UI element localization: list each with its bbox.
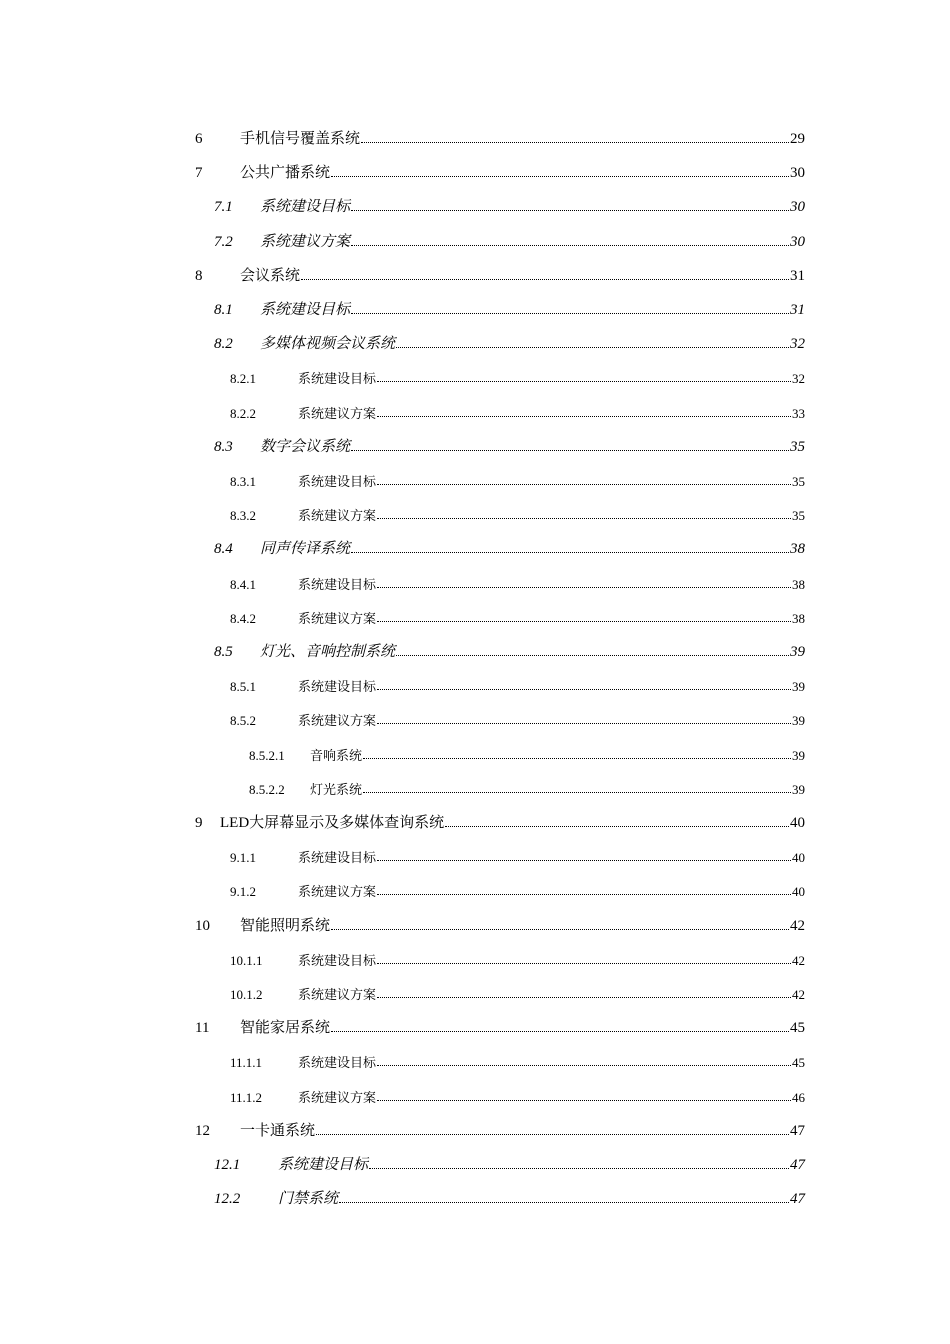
toc-entry[interactable] (230, 1047, 805, 1071)
toc-entry-number: 12 (195, 1122, 210, 1139)
toc-dot-leader (377, 381, 791, 382)
toc-entry-number: 8.2.1 (230, 371, 256, 387)
toc-entry-title: 会议系统 (240, 267, 301, 284)
toc-entry[interactable] (195, 261, 805, 285)
toc-dot-leader (377, 1100, 791, 1101)
toc-dot-leader (396, 347, 789, 348)
toc-entry-title: 音响系统 (310, 747, 363, 763)
toc-dot-leader (351, 313, 789, 314)
toc-entry-page-number: 32 (792, 371, 805, 387)
toc-entry-number: 8.2.2 (230, 405, 256, 421)
toc-entry-number: 8.5.1 (230, 679, 256, 695)
toc-entry-number: 9.1.2 (230, 884, 256, 900)
toc-entry[interactable] (195, 124, 805, 148)
toc-entry[interactable] (214, 1150, 805, 1174)
toc-dot-leader (301, 279, 789, 280)
toc-dot-leader (396, 655, 789, 656)
toc-entry[interactable] (230, 398, 805, 422)
toc-entry-page-number: 42 (792, 987, 805, 1002)
toc-entry[interactable] (249, 740, 805, 764)
toc-dot-leader (377, 894, 791, 895)
toc-entry-number: 8.5.2.1 (249, 747, 285, 763)
toc-dot-leader (377, 416, 791, 417)
toc-dot-leader (377, 997, 791, 998)
toc-dot-leader (377, 518, 791, 519)
toc-entry-title: 系统建设目标 (298, 1055, 377, 1071)
toc-entry-page-number: 45 (790, 1020, 805, 1037)
toc-entry[interactable] (214, 329, 805, 353)
toc-entry-page-number: 40 (790, 815, 805, 831)
toc-entry-title: 手机信号覆盖系统 (240, 131, 361, 147)
toc-entry-page-number: 45 (792, 1055, 805, 1071)
toc-entry[interactable] (230, 842, 805, 866)
toc-entry-title: 系统建议方案 (298, 713, 377, 729)
toc-dot-leader (351, 552, 789, 553)
toc-entry-title: 灯光系统 (310, 781, 363, 797)
toc-dot-leader (351, 450, 789, 451)
toc-entry-title: 系统建设目标 (298, 679, 377, 695)
toc-entry-page-number: 39 (792, 679, 805, 695)
toc-entry-number: 10 (195, 917, 210, 934)
toc-entry[interactable] (195, 158, 805, 182)
toc-entry-title: 系统建设目标 (298, 371, 377, 387)
toc-entry-title: 系统建设目标 (298, 850, 377, 866)
toc-entry-page-number: 38 (792, 610, 805, 626)
toc-entry-page-number: 47 (790, 1157, 805, 1173)
toc-dot-leader (339, 1202, 789, 1203)
toc-entry-page-number: 35 (792, 508, 805, 524)
toc-entry[interactable] (214, 1184, 805, 1208)
toc-entry-number: 7 (195, 165, 203, 182)
toc-dot-leader (351, 245, 789, 246)
toc-entry-number: 12.1 (214, 1157, 241, 1173)
toc-entry-title: 系统建议方案 (298, 405, 377, 421)
toc-entry-number: 11 (195, 1020, 210, 1037)
toc-entry-number: 8.1 (214, 302, 233, 318)
toc-entry-title: 系统建议方案 (260, 233, 351, 250)
toc-entry-page-number: 39 (792, 747, 805, 763)
toc-entry[interactable] (230, 363, 805, 387)
toc-entry[interactable] (214, 295, 805, 319)
toc-entry[interactable] (230, 1082, 805, 1106)
toc-entry-number: 8 (195, 267, 203, 284)
toc-entry-title: 系统建议方案 (298, 508, 377, 524)
toc-entry-number: 8.5 (214, 644, 233, 660)
toc-entry-page-number: 29 (790, 131, 805, 147)
toc-entry-title: 系统建设目标 (298, 576, 377, 592)
toc-entry-page-number: 38 (790, 541, 805, 558)
toc-dot-leader (361, 142, 789, 143)
toc-entry-title: 智能照明系统 (240, 917, 331, 934)
toc-dot-leader (369, 1168, 789, 1169)
toc-entry-title: LED大屏幕显示及多媒体查询系统 (220, 815, 445, 831)
toc-dot-leader (331, 1031, 789, 1032)
toc-dot-leader (331, 929, 789, 930)
toc-dot-leader (377, 621, 791, 622)
toc-entry-page-number: 32 (790, 336, 805, 353)
toc-entry-number: 8.5.2 (230, 713, 256, 729)
toc-entry[interactable] (195, 1013, 805, 1037)
toc-dot-leader (377, 963, 791, 964)
toc-entry[interactable] (195, 1116, 805, 1140)
toc-entry-page-number: 35 (792, 474, 805, 489)
toc-entry-title: 门禁系统 (278, 1191, 339, 1208)
toc-dot-leader (363, 792, 791, 793)
toc-entry-number: 8.4 (214, 541, 233, 558)
toc-entry-number: 10.1.1 (230, 952, 263, 968)
toc-entry-page-number: 30 (790, 165, 805, 182)
toc-entry-page-number: 47 (790, 1191, 805, 1208)
toc-entry-page-number: 46 (792, 1089, 805, 1105)
toc-entry[interactable] (249, 774, 805, 798)
toc-entry[interactable] (230, 500, 805, 524)
toc-entry-title: 系统建设目标 (298, 952, 377, 968)
toc-entry[interactable] (230, 705, 805, 729)
toc-entry-number: 11.1.2 (230, 1089, 263, 1105)
toc-entry-number: 8.3.2 (230, 508, 256, 524)
toc-dot-leader (316, 1134, 789, 1135)
toc-entry-page-number: 31 (790, 267, 805, 284)
toc-entry-page-number: 35 (790, 438, 805, 455)
toc-entry-title: 同声传译系统 (260, 541, 351, 558)
toc-entry-title: 系统建设目标 (260, 302, 351, 318)
toc-entry[interactable] (230, 876, 805, 900)
toc-entry[interactable] (214, 637, 805, 661)
toc-dot-leader (351, 210, 789, 211)
toc-entry-page-number: 40 (792, 884, 805, 900)
toc-entry[interactable] (214, 192, 805, 216)
toc-entry-number: 8.4.1 (230, 576, 256, 592)
toc-entry-number: 7.1 (214, 199, 233, 216)
toc-entry-title: 一卡通系统 (240, 1122, 316, 1139)
toc-entry-number: 10.1.2 (230, 987, 263, 1002)
toc-dot-leader (377, 484, 791, 485)
toc-entry-number: 9.1.1 (230, 850, 256, 866)
toc-entry-page-number: 33 (792, 405, 805, 421)
toc-entry-number: 11.1.1 (230, 1055, 263, 1071)
toc-entry-page-number: 40 (792, 850, 805, 866)
toc-entry-number: 7.2 (214, 233, 233, 250)
toc-entry-page-number: 39 (792, 781, 805, 797)
toc-entry[interactable] (230, 671, 805, 695)
toc-entry[interactable] (230, 945, 805, 969)
toc-entry[interactable] (214, 534, 805, 558)
toc-entry-page-number: 31 (790, 302, 805, 318)
toc-entry-title: 系统建议方案 (298, 1089, 377, 1105)
toc-entry[interactable] (195, 911, 805, 935)
toc-entry-title: 灯光、音响控制系统 (260, 644, 396, 660)
toc-entry-title: 系统建设目标 (298, 474, 377, 489)
toc-dot-leader (377, 689, 791, 690)
toc-entry[interactable] (230, 603, 805, 627)
toc-entry-number: 8.2 (214, 336, 233, 353)
toc-entry-number: 6 (195, 131, 203, 147)
toc-entry-title: 多媒体视频会议系统 (260, 336, 396, 353)
toc-entry-title: 系统建设目标 (278, 1157, 369, 1173)
toc-entry-title: 系统建议方案 (298, 987, 377, 1002)
toc-entry-title: 智能家居系统 (240, 1020, 331, 1037)
toc-entry-page-number: 38 (792, 576, 805, 592)
toc-entry[interactable] (195, 808, 805, 832)
toc-entry-title: 系统建议方案 (298, 884, 377, 900)
toc-dot-leader (445, 826, 789, 827)
toc-dot-leader (377, 1065, 791, 1066)
toc-dot-leader (377, 860, 791, 861)
toc-entry-title: 系统建设目标 (260, 199, 351, 216)
toc-entry-page-number: 39 (790, 644, 805, 660)
toc-entry-page-number: 42 (792, 952, 805, 968)
toc-entry-page-number: 47 (790, 1122, 805, 1139)
toc-entry-page-number: 39 (792, 713, 805, 729)
toc-entry-page-number: 42 (790, 917, 805, 934)
toc-entry[interactable] (214, 432, 805, 456)
toc-entry-page-number: 30 (790, 233, 805, 250)
toc-dot-leader (363, 758, 791, 759)
toc-entry-title: 系统建议方案 (298, 610, 377, 626)
toc-entry-number: 8.5.2.2 (249, 781, 285, 797)
toc-entry-number: 9 (195, 815, 203, 831)
toc-entry-number: 8.3.1 (230, 474, 256, 489)
toc-entry-title: 数字会议系统 (260, 438, 351, 455)
toc-dot-leader (331, 176, 789, 177)
toc-dot-leader (377, 723, 791, 724)
toc-entry-number: 12.2 (214, 1191, 241, 1208)
toc-entry-title: 公共广播系统 (240, 165, 331, 182)
toc-entry[interactable] (230, 569, 805, 593)
toc-entry[interactable] (230, 466, 805, 490)
toc-entry[interactable] (230, 979, 805, 1003)
toc-entry-number: 8.3 (214, 438, 233, 455)
toc-entry-page-number: 30 (790, 199, 805, 216)
toc-dot-leader (377, 587, 791, 588)
toc-entry[interactable] (214, 227, 805, 251)
toc-entry-number: 8.4.2 (230, 610, 256, 626)
